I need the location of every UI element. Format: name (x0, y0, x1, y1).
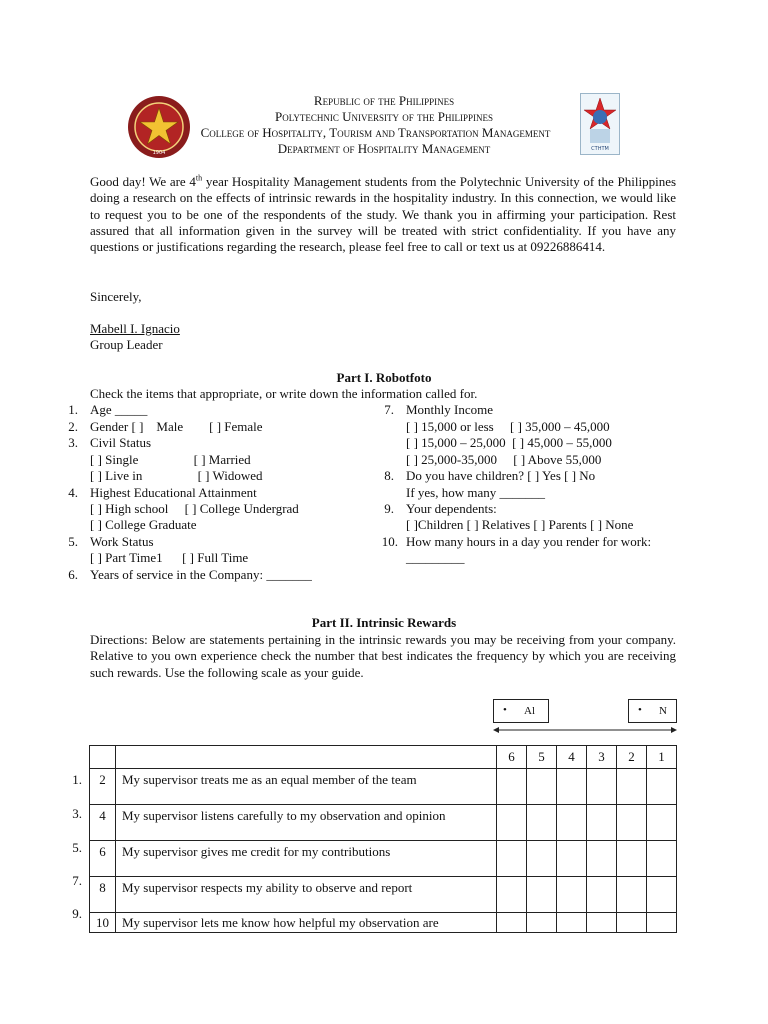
cthtm-label: CTHTM (591, 146, 609, 152)
list-num: 3. (68, 435, 78, 450)
list-item: Work Status (90, 534, 154, 549)
rating-cell[interactable] (587, 877, 617, 913)
list-item: [ ] Live in [ ] Widowed (90, 468, 263, 483)
list-num: 7. (384, 402, 394, 417)
header-university: Polytechnic University of the Philippines (275, 109, 493, 124)
list-num: 5. (68, 534, 78, 549)
scale-right-label: N (659, 705, 667, 717)
list-num: 4. (68, 485, 78, 500)
list-item: [ ] High school [ ] College Undergrad (90, 501, 299, 516)
rating-cell[interactable] (557, 913, 587, 933)
rating-cell[interactable] (497, 805, 527, 841)
scale-col-header: 1 (647, 746, 677, 769)
row-statement: My supervisor treats me as an equal member of the team (116, 769, 497, 805)
list-item: Monthly Income (406, 402, 494, 417)
row-statement: My supervisor lets me know how helpful my observation are (116, 913, 497, 933)
part2-title: Part II. Intrinsic Rewards (311, 615, 457, 630)
list-item: [ ] 15,000 or less [ ] 35,000 – 45,000 (406, 419, 610, 434)
row-statement: My supervisor listens carefully to my observation and opinion (116, 805, 497, 841)
row-index: 10 (90, 913, 116, 933)
scale-always-box (493, 699, 549, 723)
table-row (90, 877, 677, 913)
rating-cell[interactable] (617, 841, 647, 877)
row-index: 6 (90, 841, 116, 877)
rating-table (89, 745, 677, 933)
list-item: How many hours in a day you render for work: (406, 534, 652, 549)
table-header-row (90, 746, 677, 769)
rating-cell[interactable] (497, 877, 527, 913)
list-item: _________ (406, 550, 465, 565)
part2-directions: Directions: Below are statements pertaining in the intrinsic rewards you may be receiving from your company. Relative to you own experience check the number that best indicates the frequency by which you are receiving such rewards. Use the following scale as your guide. (90, 632, 676, 680)
seal-year: 1904 (152, 150, 166, 156)
rating-cell[interactable] (527, 877, 557, 913)
list-item: Gender [ ] Male [ ] Female (90, 419, 263, 434)
row-index: 8 (90, 877, 116, 913)
signer-name: Mabell I. Ignacio (90, 321, 180, 336)
scale-col-header: 3 (587, 746, 617, 769)
list-num: 2. (68, 419, 78, 434)
list-item: [ ] Part Time1 [ ] Full Time (90, 550, 249, 565)
header-republic: Republic of the Philippines (313, 93, 455, 108)
list-item: Civil Status (90, 435, 152, 450)
row-index: 4 (90, 805, 116, 841)
list-item: Age _____ (90, 402, 148, 417)
list-item: Do you have children? [ ] Yes [ ] No (406, 468, 596, 483)
row-outer-number: 1. (72, 772, 82, 787)
header-blank (90, 746, 116, 769)
list-num: 1. (68, 402, 78, 417)
rating-cell[interactable] (527, 769, 557, 805)
rating-cell[interactable] (647, 841, 677, 877)
intro-start: Good day! We are 4 (90, 174, 196, 189)
rating-cell[interactable] (647, 769, 677, 805)
rating-cell[interactable] (557, 769, 587, 805)
list-item: [ ] 25,000-35,000 [ ] Above 55,000 (406, 452, 602, 467)
rating-cell[interactable] (527, 913, 557, 933)
signer-role: Group Leader (90, 337, 163, 352)
row-statement: My supervisor gives me credit for my contributions (116, 841, 497, 877)
intro-body: year Hospitality Management students from the Polytechnic University of the Philippines doing a research on the effects of intrinsic rewards in the hospitality industry. In this connection, we would like to request you to be one of the respondents of the study. We thank you in affirming your participation. Rest assured that all information given in the survey will be treated with strict confidentiality. If you have any questions or justifications regarding the research, please feel free to call or text us at 09226886414. (90, 174, 677, 255)
rating-cell[interactable] (497, 913, 527, 933)
rating-cell[interactable] (617, 913, 647, 933)
list-num: 9. (384, 501, 394, 516)
header-department: Department of Hospitality Management (277, 141, 491, 156)
list-num: 6. (68, 567, 78, 582)
intro-sup: th (195, 173, 203, 183)
rating-cell[interactable] (527, 805, 557, 841)
list-item: Your dependents: (406, 501, 497, 516)
row-statement: My supervisor respects my ability to observe and report (116, 877, 497, 913)
list-item: [ ] College Graduate (90, 517, 197, 532)
rating-cell[interactable] (557, 841, 587, 877)
closing: Sincerely, (90, 289, 142, 304)
rating-cell[interactable] (497, 841, 527, 877)
rating-cell[interactable] (497, 769, 527, 805)
row-index: 2 (90, 769, 116, 805)
row-outer-number: 5. (72, 840, 82, 855)
rating-cell[interactable] (587, 913, 617, 933)
table-row (90, 769, 677, 805)
scale-col-header: 2 (617, 746, 647, 769)
part1-instruction: Check the items that appropriate, or write down the information called for. (90, 386, 478, 401)
header-blank (116, 746, 497, 769)
rating-cell[interactable] (617, 769, 647, 805)
table-row (90, 805, 677, 841)
bullet-icon: • (638, 704, 642, 716)
list-item: [ ]Children [ ] Relatives [ ] Parents [ ] None (406, 517, 634, 532)
rating-cell[interactable] (587, 841, 617, 877)
scale-arrow (493, 725, 677, 735)
row-outer-number: 7. (72, 873, 82, 888)
list-item: [ ] Single [ ] Married (90, 452, 251, 467)
scale-col-header: 6 (497, 746, 527, 769)
header-college (192, 125, 579, 141)
scale-col-header: 5 (527, 746, 557, 769)
table-row (90, 841, 677, 877)
rating-cell[interactable] (647, 805, 677, 841)
scale-never-box (628, 699, 677, 723)
table-row (90, 913, 677, 933)
list-item: [ ] 15,000 – 25,000 [ ] 45,000 – 55,000 (406, 435, 612, 450)
rating-cell[interactable] (557, 805, 587, 841)
rating-cell[interactable] (587, 805, 617, 841)
rating-cell[interactable] (617, 805, 647, 841)
list-num: 8. (384, 468, 394, 483)
intro-paragraph (90, 174, 676, 255)
scale-col-header: 4 (557, 746, 587, 769)
part1-title: Part I. Robotfoto (336, 370, 432, 385)
header-college-text: College of Hospitality, Tourism and Transportation Management (200, 125, 551, 140)
scale-left-label: Al (524, 705, 535, 717)
row-outer-number: 3. (72, 806, 82, 821)
list-item: Years of service in the Company: _______ (90, 567, 312, 582)
rating-cell[interactable] (647, 877, 677, 913)
rating-cell[interactable] (617, 877, 647, 913)
list-item: If yes, how many _______ (406, 485, 546, 500)
list-num: 10. (381, 534, 398, 549)
rating-cell[interactable] (557, 877, 587, 913)
row-outer-number: 9. (72, 906, 82, 921)
rating-cell[interactable] (587, 769, 617, 805)
bullet-icon: • (503, 704, 507, 716)
rating-cell[interactable] (647, 913, 677, 933)
rating-cell[interactable] (527, 841, 557, 877)
list-item: Highest Educational Attainment (90, 485, 257, 500)
